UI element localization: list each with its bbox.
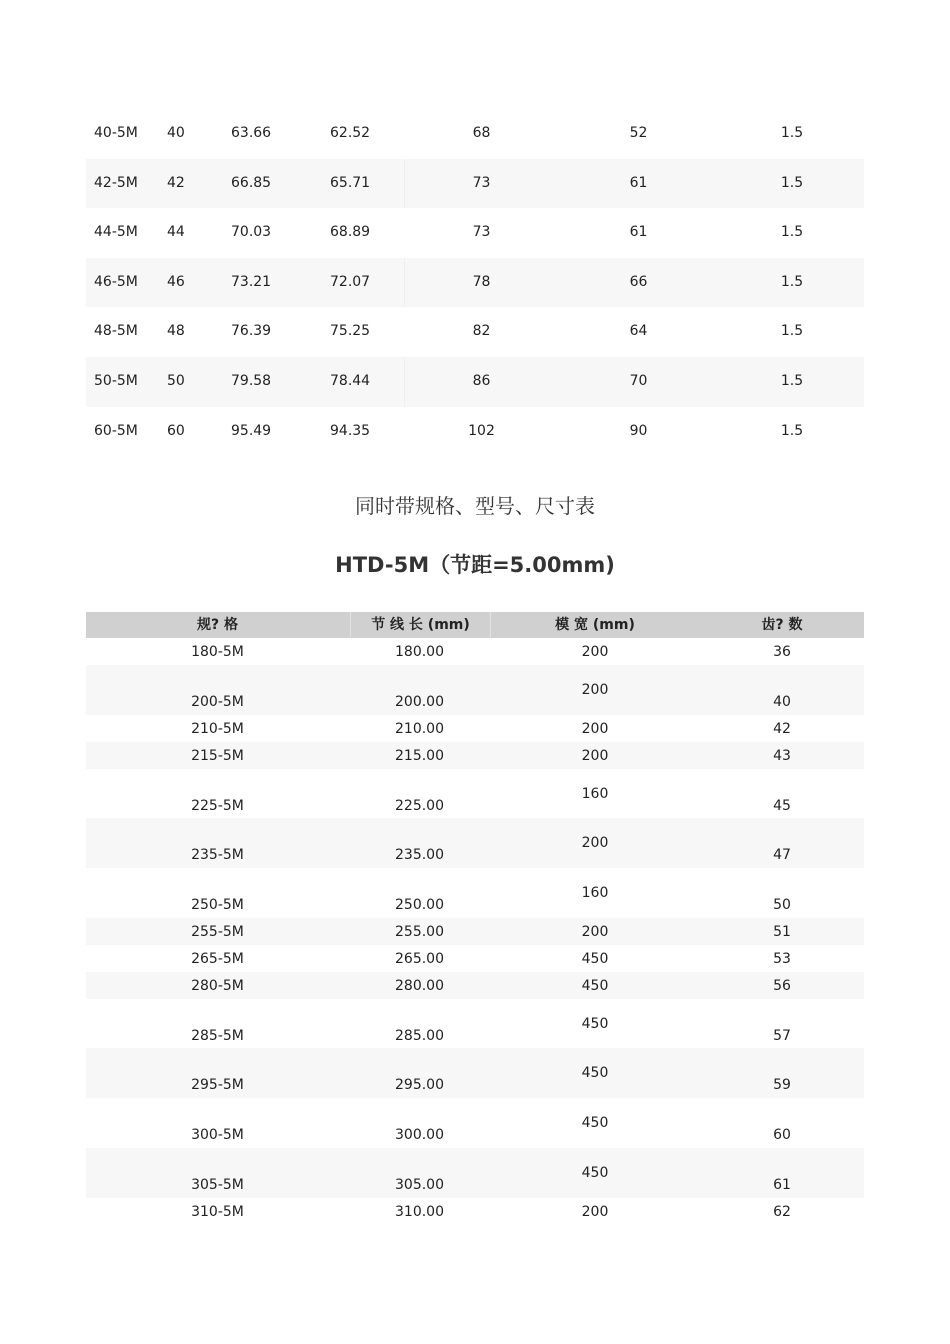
pitch-length-cell: 265.00 xyxy=(395,950,444,967)
pitch-length-cell: 255.00 xyxy=(395,923,444,940)
pitch-length-cell: 250.00 xyxy=(395,897,444,914)
spec-cell: 210-5M xyxy=(191,720,244,737)
table-row xyxy=(86,769,864,819)
teeth-cell: 53 xyxy=(773,950,791,967)
section-title: 同时带规格、型号、尺寸表 xyxy=(355,494,595,518)
spec-cell: 180-5M xyxy=(191,644,244,660)
table-row xyxy=(86,1198,864,1225)
pitch-diameter-cell: 76.39 xyxy=(231,323,272,340)
spec-cell: 285-5M xyxy=(191,1027,244,1044)
table-row xyxy=(86,742,864,769)
teeth-cell: 61 xyxy=(773,1176,791,1193)
hub-diameter-cell: 70 xyxy=(629,372,648,389)
teeth-cell: 45 xyxy=(773,797,791,814)
spec-cell: 295-5M xyxy=(191,1077,244,1094)
table-row xyxy=(86,159,864,209)
model-cell: 46-5M xyxy=(94,273,138,290)
table-row xyxy=(86,818,864,868)
flange-diameter-cell: 73 xyxy=(472,174,491,191)
hub-diameter-cell: 64 xyxy=(629,323,648,340)
mold-width-cell: 200 xyxy=(581,923,609,940)
teeth-cell: 36 xyxy=(773,644,791,660)
table-row xyxy=(86,868,864,918)
table-row xyxy=(86,945,864,972)
header-spec: 规? 格 xyxy=(197,617,238,633)
mold-width-cell: 450 xyxy=(581,950,609,967)
flange-diameter-cell: 73 xyxy=(472,224,491,241)
pitch-length-cell: 180.00 xyxy=(395,644,444,660)
hub-diameter-cell: 90 xyxy=(629,422,648,439)
table-row xyxy=(86,638,864,665)
table-row xyxy=(86,307,864,357)
outer-diameter-cell: 65.71 xyxy=(330,174,371,191)
pitch-diameter-cell: 63.66 xyxy=(231,125,272,141)
teeth-cell: 60 xyxy=(773,1127,791,1144)
pitch-length-cell: 235.00 xyxy=(395,847,444,864)
mold-width-cell: 160 xyxy=(581,885,609,902)
teeth-cell: 42 xyxy=(167,174,185,191)
pitch-length-cell: 215.00 xyxy=(395,747,444,764)
table-row xyxy=(86,357,864,407)
teeth-cell: 59 xyxy=(773,1077,791,1094)
pulley-table xyxy=(86,109,864,456)
outer-diameter-cell: 68.89 xyxy=(330,224,371,241)
pitch-length-cell: 310.00 xyxy=(395,1203,444,1220)
teeth-cell: 46 xyxy=(167,273,185,290)
thickness-cell: 1.5 xyxy=(780,174,804,191)
model-cell: 60-5M xyxy=(94,422,138,439)
teeth-cell: 60 xyxy=(167,422,185,439)
mold-width-cell: 200 xyxy=(581,682,609,698)
table-row xyxy=(86,1148,864,1198)
table-row xyxy=(86,258,864,308)
pitch-diameter-cell: 95.49 xyxy=(231,422,272,439)
teeth-cell: 56 xyxy=(773,977,791,994)
mold-width-cell: 450 xyxy=(581,1065,609,1082)
table-row xyxy=(86,208,864,258)
table-header xyxy=(86,612,864,638)
outer-diameter-cell: 62.52 xyxy=(330,125,371,141)
spec-cell: 255-5M xyxy=(191,923,244,940)
teeth-cell: 47 xyxy=(773,847,791,864)
mold-width-cell: 160 xyxy=(581,785,609,802)
teeth-cell: 48 xyxy=(167,323,185,340)
model-cell: 40-5M xyxy=(94,125,138,141)
flange-diameter-cell: 86 xyxy=(472,372,491,389)
table-row xyxy=(86,665,864,715)
pitch-length-cell: 210.00 xyxy=(395,720,444,737)
mold-width-cell: 450 xyxy=(581,1115,609,1132)
teeth-cell: 57 xyxy=(773,1027,791,1044)
outer-diameter-cell: 72.07 xyxy=(330,273,371,290)
table-row xyxy=(86,109,864,159)
pitch-length-cell: 225.00 xyxy=(395,797,444,814)
flange-diameter-cell: 82 xyxy=(472,323,491,340)
table-row xyxy=(86,1098,864,1148)
table-row xyxy=(86,407,864,457)
thickness-cell: 1.5 xyxy=(780,372,804,389)
teeth-cell: 43 xyxy=(773,747,791,764)
flange-diameter-cell: 78 xyxy=(472,273,491,290)
pitch-length-cell: 295.00 xyxy=(395,1077,444,1094)
hub-diameter-cell: 66 xyxy=(629,273,648,290)
mold-width-cell: 450 xyxy=(581,1015,609,1032)
teeth-cell: 50 xyxy=(773,897,791,914)
pitch-diameter-cell: 79.58 xyxy=(231,372,272,389)
table-row xyxy=(86,999,864,1049)
spec-cell: 300-5M xyxy=(191,1127,244,1144)
thickness-cell: 1.5 xyxy=(780,224,804,241)
pitch-length-cell: 300.00 xyxy=(395,1127,444,1144)
spec-cell: 310-5M xyxy=(191,1203,244,1220)
spec-cell: 215-5M xyxy=(191,747,244,764)
hub-diameter-cell: 52 xyxy=(629,125,648,141)
spec-cell: 305-5M xyxy=(191,1176,244,1193)
outer-diameter-cell: 94.35 xyxy=(330,422,371,439)
hub-diameter-cell: 61 xyxy=(629,224,648,241)
thickness-cell: 1.5 xyxy=(780,323,804,340)
teeth-cell: 51 xyxy=(773,923,791,940)
mold-width-cell: 450 xyxy=(581,1164,609,1181)
flange-diameter-cell: 102 xyxy=(468,422,495,439)
pitch-diameter-cell: 73.21 xyxy=(231,273,272,290)
outer-diameter-cell: 78.44 xyxy=(330,372,371,389)
spec-cell: 265-5M xyxy=(191,950,244,967)
mold-width-cell: 200 xyxy=(581,644,609,660)
teeth-cell: 44 xyxy=(167,224,185,241)
teeth-cell: 50 xyxy=(167,372,185,389)
mold-width-cell: 200 xyxy=(581,1203,609,1220)
spec-cell: 250-5M xyxy=(191,897,244,914)
pitch-diameter-cell: 70.03 xyxy=(231,224,272,241)
table-row xyxy=(86,918,864,945)
model-cell: 44-5M xyxy=(94,224,138,241)
mold-width-cell: 200 xyxy=(581,747,609,764)
mold-width-cell: 200 xyxy=(581,835,609,852)
table-row xyxy=(86,1048,864,1098)
spec-cell: 200-5M xyxy=(191,694,244,710)
section-subtitle: HTD-5M（节距=5.00mm) xyxy=(335,553,615,577)
belt-spec-table xyxy=(86,612,864,1225)
table-row xyxy=(86,972,864,999)
pitch-length-cell: 285.00 xyxy=(395,1027,444,1044)
model-cell: 50-5M xyxy=(94,372,138,389)
teeth-cell: 42 xyxy=(773,720,791,737)
model-cell: 48-5M xyxy=(94,323,138,340)
spec-cell: 280-5M xyxy=(191,977,244,994)
spec-cell: 235-5M xyxy=(191,847,244,864)
spec-cell: 225-5M xyxy=(191,797,244,814)
table-row xyxy=(86,715,864,742)
model-cell: 42-5M xyxy=(94,174,138,191)
mold-width-cell: 450 xyxy=(581,977,609,994)
pitch-length-cell: 200.00 xyxy=(395,694,444,710)
hub-diameter-cell: 61 xyxy=(629,174,648,191)
mold-width-cell: 200 xyxy=(581,720,609,737)
header-teeth: 齿? 数 xyxy=(761,617,803,633)
outer-diameter-cell: 75.25 xyxy=(330,323,371,340)
thickness-cell: 1.5 xyxy=(780,422,804,439)
pitch-diameter-cell: 66.85 xyxy=(231,174,272,191)
teeth-cell: 40 xyxy=(167,125,185,141)
thickness-cell: 1.5 xyxy=(780,273,804,290)
pitch-length-cell: 280.00 xyxy=(395,977,444,994)
header-mold-width: 模 宽 (mm) xyxy=(555,617,635,633)
thickness-cell: 1.5 xyxy=(780,125,804,141)
teeth-cell: 40 xyxy=(773,694,791,710)
teeth-cell: 62 xyxy=(773,1203,791,1220)
header-pitch-length: 节 线 长 (mm) xyxy=(350,612,491,638)
flange-diameter-cell: 68 xyxy=(472,125,491,141)
pitch-length-cell: 305.00 xyxy=(395,1176,444,1193)
